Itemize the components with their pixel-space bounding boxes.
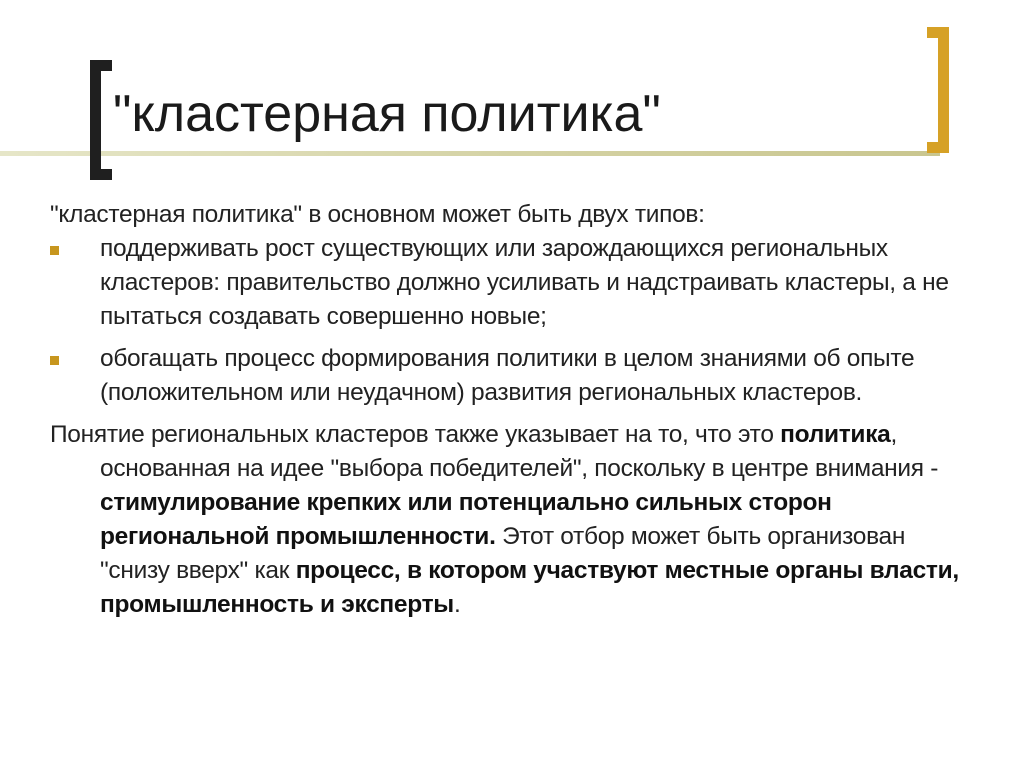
bullet-item-2 (50, 342, 960, 410)
bullet-text: поддерживать рост существующих или зарождающихся региональных кластеров: правительство должно усиливать и надстраивать кластеры, а не пытаться создавать совершенно новые; (100, 235, 949, 330)
paragraph-text: Этот отбор может быть организован "снизу вверх" как (100, 523, 906, 584)
emphasis-text: политика (780, 421, 891, 448)
left-bracket-decoration (90, 60, 112, 180)
square-bullet-icon (50, 356, 59, 365)
emphasis-text: процесс, в котором участвуют местные органы власти, промышленность и эксперты (100, 557, 959, 618)
slide-body (50, 198, 960, 622)
bullet-item-1 (50, 232, 960, 334)
paragraph-text: Понятие региональных кластеров также указывает на то, что это (50, 421, 781, 448)
paragraph-text: , основанная на идее "выбора победителей", поскольку в центре внимания - (100, 421, 939, 482)
slide-title: "кластерная политика" (113, 85, 661, 143)
bullet-text: обогащать процесс формирования политики в целом знаниями об опыте (положительном или неудачном) развития региональных кластеров. (100, 345, 915, 406)
intro-text: "кластерная политика" в основном может быть двух типов: (50, 201, 705, 228)
square-bullet-icon (50, 246, 59, 255)
title-underline (0, 151, 940, 156)
right-bracket-decoration (927, 27, 949, 153)
body-paragraph (50, 418, 960, 622)
emphasis-text: стимулирование крепких или потенциально сильных сторон региональной промышленности. (100, 489, 832, 550)
paragraph-text: . (453, 591, 461, 618)
